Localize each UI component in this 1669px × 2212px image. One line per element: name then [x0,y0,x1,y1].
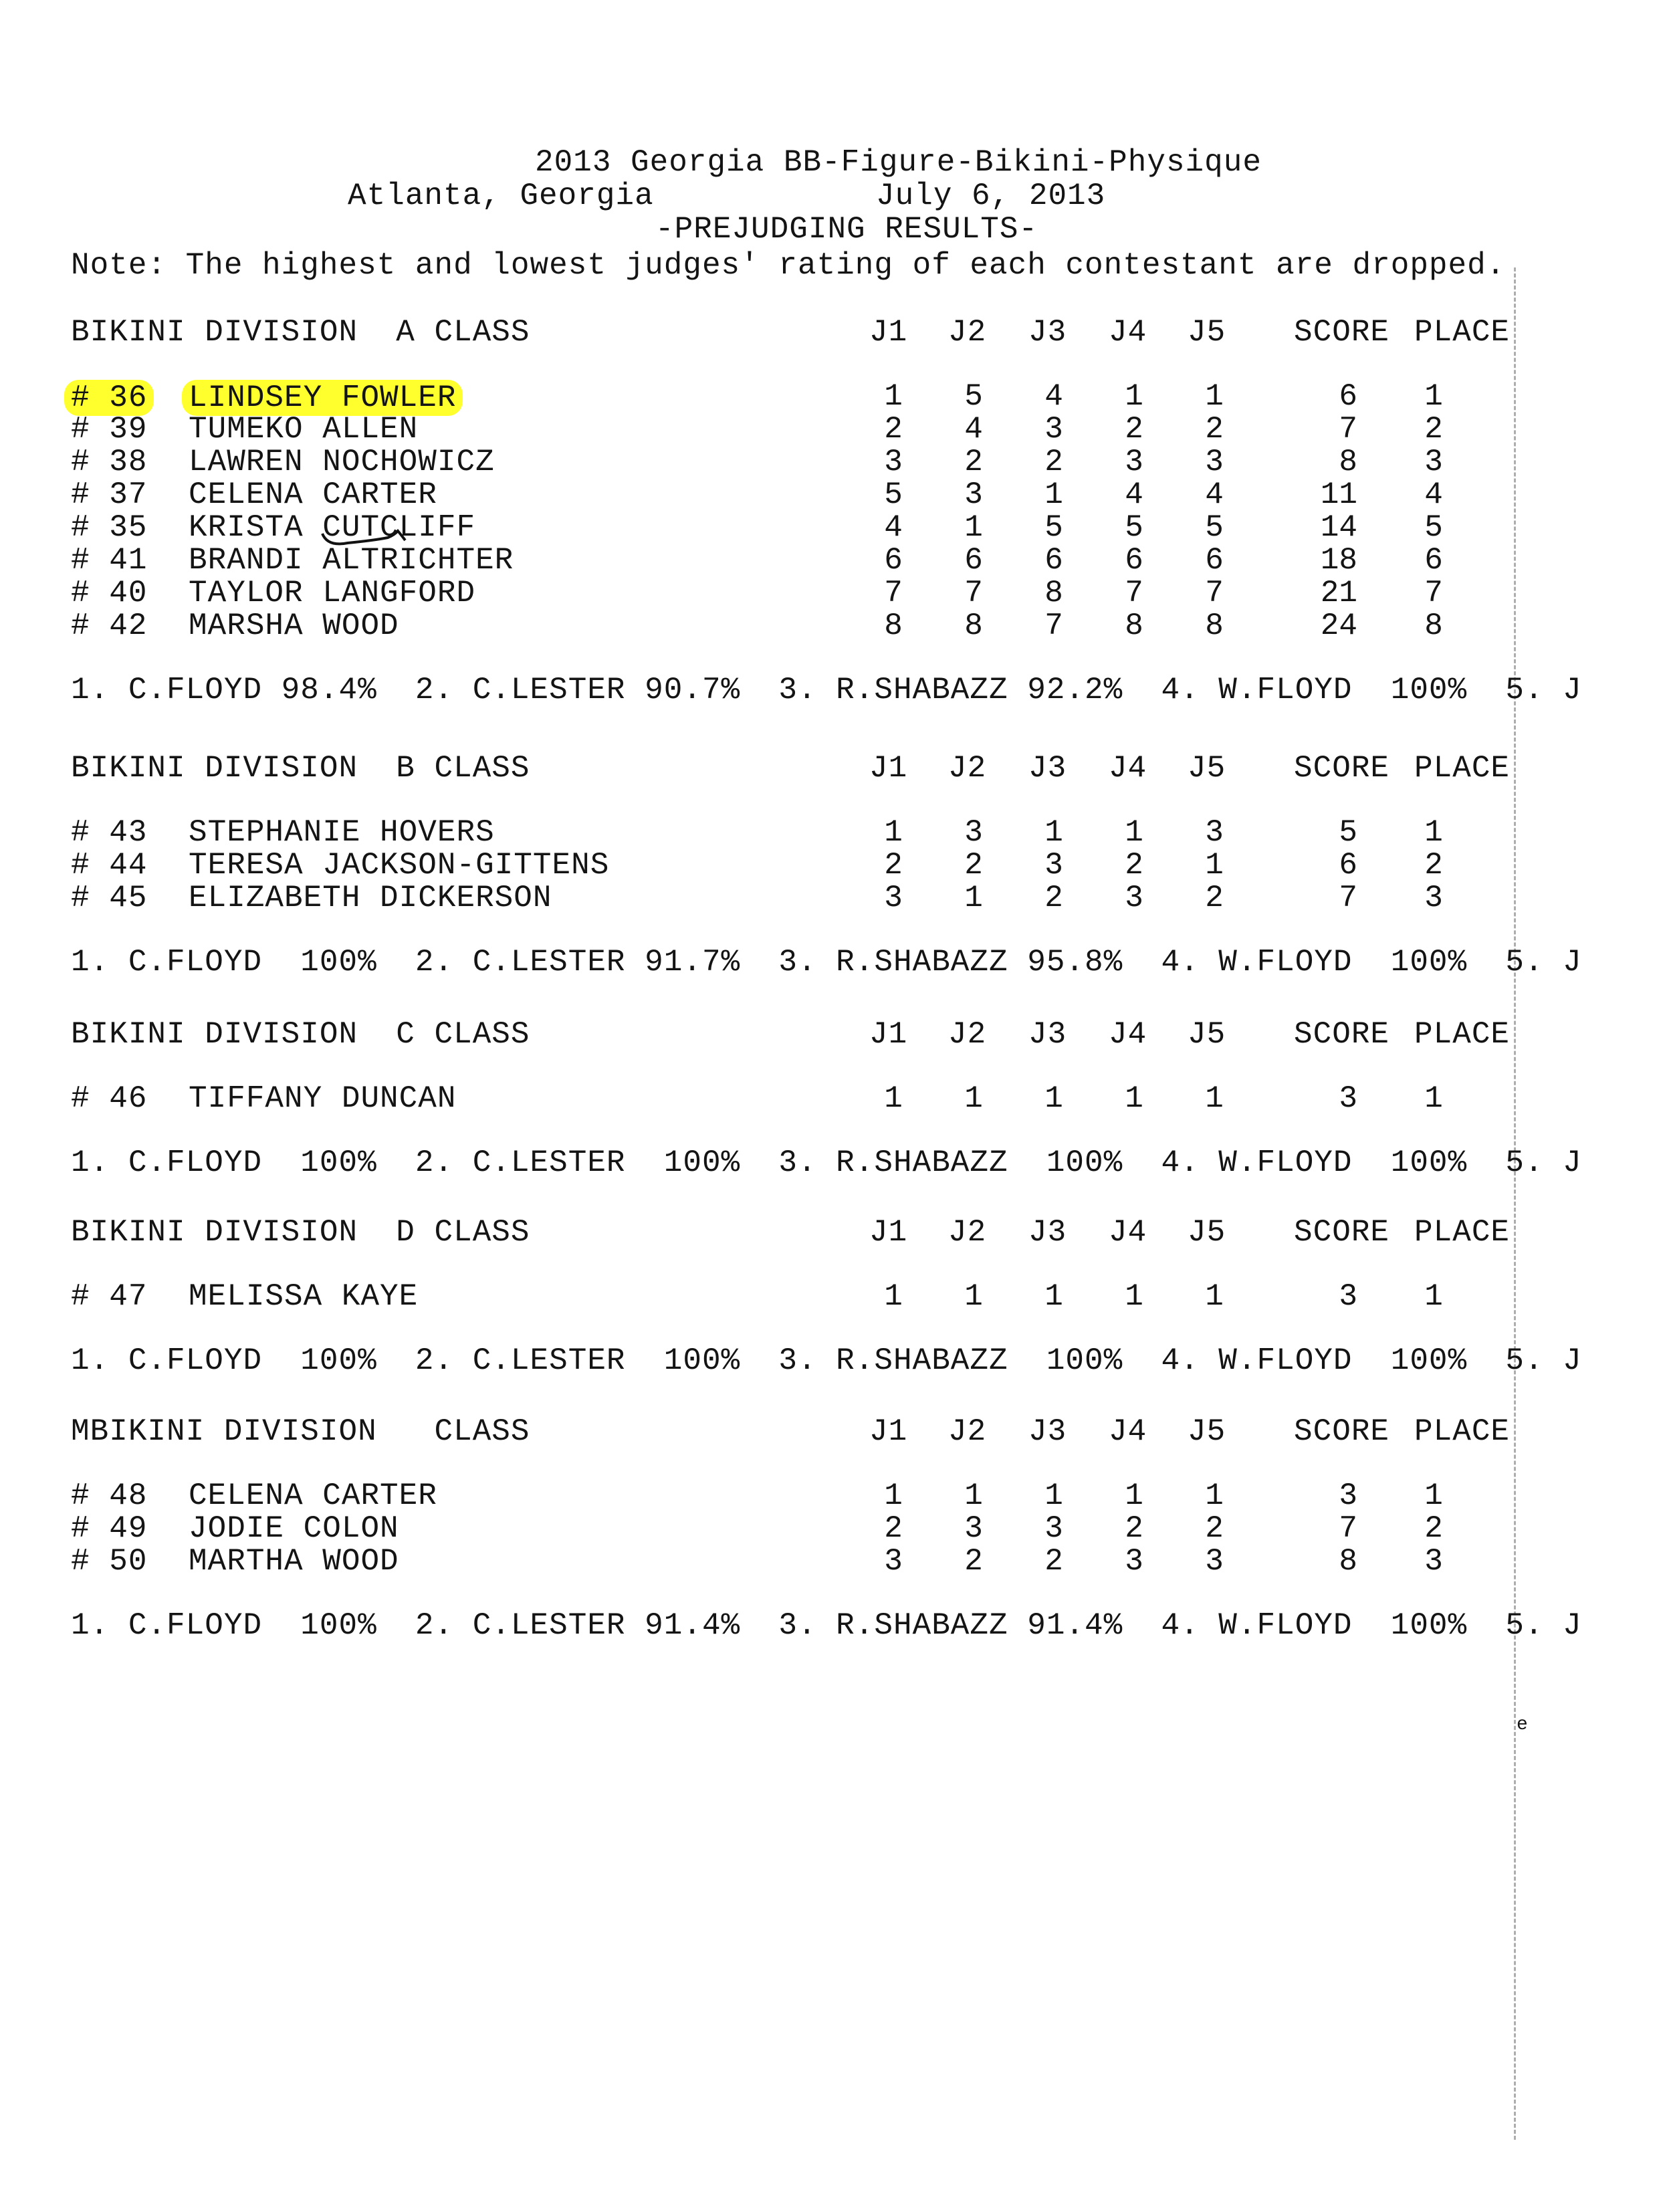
document-title: 2013 Georgia BB-Figure-Bikini-Physique [535,145,1262,180]
contestant-name: TAYLOR LANGFORD [189,576,476,611]
judges-agreement-line: 1. C.FLOYD 100% 2. C.LESTER 100% 3. R.SHABAZZ 100% 4. W.FLOYD 100% 5. J [71,1145,1582,1180]
judge-score-j5: 6 [1205,543,1224,578]
column-header-j5: J5 [1188,751,1226,786]
judge-score-j3: 1 [1044,1478,1063,1513]
column-header-j3: J3 [1028,1017,1067,1052]
column-header-j3: J3 [1028,1215,1067,1250]
judge-score-j3: 8 [1044,576,1063,611]
judge-score-j4: 1 [1125,379,1143,414]
judge-score-j5: 1 [1205,1279,1224,1314]
contestant-name: TIFFANY DUNCAN [189,1081,457,1116]
placing: 3 [1424,1544,1443,1579]
placing: 4 [1424,477,1443,512]
placing: 2 [1424,1511,1443,1546]
judges-agreement-line: 1. C.FLOYD 100% 2. C.LESTER 91.7% 3. R.SHABAZZ 95.8% 4. W.FLOYD 100% 5. J [71,945,1582,980]
division-title: BIKINI DIVISION B CLASS [71,751,530,786]
contestant-name: STEPHANIE HOVERS [189,815,495,850]
margin-scan-line [1514,267,1516,2140]
judge-score-j5: 2 [1205,412,1224,447]
total-score: 5 [1339,815,1357,850]
judge-score-j1: 4 [884,510,903,545]
judge-score-j1: 1 [884,1478,903,1513]
column-header-j5: J5 [1188,315,1226,350]
contestant-name: MELISSA KAYE [189,1279,419,1314]
contestant-number: # 44 [71,848,148,883]
judge-score-j2: 2 [964,848,983,883]
judge-score-j5: 3 [1205,815,1224,850]
contestant-number: # 39 [71,412,148,447]
column-header-j4: J4 [1109,1414,1147,1449]
judge-score-j2: 3 [964,815,983,850]
judge-score-j1: 2 [884,848,903,883]
contestant-name: LAWREN NOCHOWICZ [189,445,495,479]
judge-score-j4: 4 [1125,477,1143,512]
judge-score-j5: 2 [1205,881,1224,915]
judge-score-j4: 1 [1125,1478,1143,1513]
contestant-name: CELENA CARTER [189,477,437,512]
placing: 1 [1424,1478,1443,1513]
judge-score-j2: 8 [964,609,983,643]
judge-score-j3: 3 [1044,412,1063,447]
placing: 3 [1424,445,1443,479]
contestant-name: ELIZABETH DICKERSON [189,881,552,915]
judge-score-j1: 6 [884,543,903,578]
judge-score-j3: 1 [1044,1081,1063,1116]
judge-score-j3: 2 [1044,881,1063,915]
total-score: 24 [1320,609,1357,643]
total-score: 3 [1339,1279,1357,1314]
contestant-name: MARSHA WOOD [189,609,399,643]
judge-score-j3: 7 [1044,609,1063,643]
judge-score-j3: 1 [1044,815,1063,850]
judge-score-j2: 5 [964,379,983,414]
judge-score-j1: 1 [884,379,903,414]
column-header-j1: J1 [869,751,908,786]
contestant-number: # 41 [71,543,148,578]
total-score: 7 [1339,881,1357,915]
contestant-name: TUMEKO ALLEN [189,412,419,447]
column-header-place: PLACE [1414,1017,1511,1052]
judge-score-j5: 2 [1205,1511,1224,1546]
judge-score-j3: 4 [1044,379,1063,414]
contestant-number-highlighted: # 36 [64,380,154,416]
contestant-number: # 50 [71,1544,148,1579]
judge-score-j4: 1 [1125,1279,1143,1314]
judge-score-j4: 3 [1125,1544,1143,1579]
column-header-place: PLACE [1414,1215,1511,1250]
judge-score-j2: 6 [964,543,983,578]
placing: 1 [1424,1279,1443,1314]
judge-score-j2: 1 [964,1279,983,1314]
column-header-j2: J2 [948,315,987,350]
judge-score-j1: 3 [884,1544,903,1579]
judge-score-j1: 1 [884,1081,903,1116]
column-header-j4: J4 [1109,1215,1147,1250]
judge-score-j3: 2 [1044,1544,1063,1579]
column-header-j2: J2 [948,1215,987,1250]
judges-agreement-line: 1. C.FLOYD 98.4% 2. C.LESTER 90.7% 3. R.SHABAZZ 92.2% 4. W.FLOYD 100% 5. J [71,673,1582,707]
total-score: 3 [1339,1081,1357,1116]
division-title: MBIKINI DIVISION CLASS [71,1414,530,1449]
judge-score-j1: 3 [884,445,903,479]
total-score: 3 [1339,1478,1357,1513]
judge-score-j4: 3 [1125,445,1143,479]
event-location: Atlanta, Georgia [348,179,654,213]
contestant-name: BRANDI ALTRICHTER [189,543,514,578]
column-header-place: PLACE [1414,751,1511,786]
total-score: 6 [1339,848,1357,883]
column-header-j5: J5 [1188,1215,1226,1250]
judge-score-j4: 2 [1125,1511,1143,1546]
placing: 5 [1424,510,1443,545]
contestant-number: # 47 [71,1279,148,1314]
contestant-name: MARTHA WOOD [189,1544,399,1579]
judge-score-j2: 1 [964,510,983,545]
contestant-number: # 48 [71,1478,148,1513]
judge-score-j5: 7 [1205,576,1224,611]
contestant-number: # 45 [71,881,148,915]
contestant-number: # 43 [71,815,148,850]
document-subtitle: -PREJUDGING RESULTS- [655,212,1038,247]
judge-score-j4: 2 [1125,848,1143,883]
judge-score-j3: 6 [1044,543,1063,578]
contestant-name: TERESA JACKSON-GITTENS [189,848,610,883]
column-header-j2: J2 [948,1017,987,1052]
judge-score-j2: 2 [964,1544,983,1579]
total-score: 14 [1320,510,1357,545]
column-header-j1: J1 [869,1215,908,1250]
division-title: BIKINI DIVISION A CLASS [71,315,530,350]
contestant-number: # 37 [71,477,148,512]
judge-score-j4: 5 [1125,510,1143,545]
contestant-number: # 49 [71,1511,148,1546]
judge-score-j5: 3 [1205,1544,1224,1579]
judge-score-j4: 7 [1125,576,1143,611]
total-score: 7 [1339,1511,1357,1546]
judge-score-j5: 4 [1205,477,1224,512]
placing: 7 [1424,576,1443,611]
total-score: 18 [1320,543,1357,578]
contestant-number: # 35 [71,510,148,545]
column-header-j1: J1 [869,1017,908,1052]
judge-score-j1: 2 [884,1511,903,1546]
judge-score-j2: 4 [964,412,983,447]
column-header-j1: J1 [869,315,908,350]
column-header-j4: J4 [1109,1017,1147,1052]
judges-agreement-line: 1. C.FLOYD 100% 2. C.LESTER 91.4% 3. R.SHABAZZ 91.4% 4. W.FLOYD 100% 5. J [71,1608,1582,1643]
total-score: 7 [1339,412,1357,447]
judge-score-j3: 2 [1044,445,1063,479]
contestant-number: # 46 [71,1081,148,1116]
column-header-j3: J3 [1028,751,1067,786]
judge-score-j1: 5 [884,477,903,512]
judge-score-j4: 1 [1125,1081,1143,1116]
column-header-j3: J3 [1028,315,1067,350]
column-header-score: SCORE [1294,1414,1390,1449]
total-score: 21 [1320,576,1357,611]
contestant-name: CELENA CARTER [189,1478,437,1513]
column-header-j5: J5 [1188,1414,1226,1449]
judge-score-j3: 5 [1044,510,1063,545]
judge-score-j3: 3 [1044,1511,1063,1546]
judge-score-j2: 7 [964,576,983,611]
judge-score-j2: 1 [964,1081,983,1116]
judges-agreement-line: 1. C.FLOYD 100% 2. C.LESTER 100% 3. R.SHABAZZ 100% 4. W.FLOYD 100% 5. J [71,1343,1582,1378]
contestant-number: # 40 [71,576,148,611]
division-title: BIKINI DIVISION D CLASS [71,1215,530,1250]
judge-score-j1: 1 [884,815,903,850]
column-header-score: SCORE [1294,1215,1390,1250]
judge-score-j1: 7 [884,576,903,611]
contestant-number: # 38 [71,445,148,479]
total-score: 6 [1339,379,1357,414]
judge-score-j1: 1 [884,1279,903,1314]
placing: 2 [1424,412,1443,447]
judge-score-j3: 1 [1044,1279,1063,1314]
judge-score-j1: 8 [884,609,903,643]
judge-score-j4: 6 [1125,543,1143,578]
column-header-j3: J3 [1028,1414,1067,1449]
placing: 1 [1424,815,1443,850]
judge-score-j2: 3 [964,477,983,512]
judge-score-j4: 1 [1125,815,1143,850]
total-score: 11 [1320,477,1357,512]
contestant-name: JODIE COLON [189,1511,399,1546]
column-header-j2: J2 [948,1414,987,1449]
column-header-score: SCORE [1294,1017,1390,1052]
judge-score-j1: 2 [884,412,903,447]
column-header-j2: J2 [948,751,987,786]
placing: 1 [1424,1081,1443,1116]
judge-score-j3: 3 [1044,848,1063,883]
column-header-place: PLACE [1414,315,1511,350]
column-header-score: SCORE [1294,315,1390,350]
column-header-j5: J5 [1188,1017,1226,1052]
contestant-number: # 42 [71,609,148,643]
column-header-j4: J4 [1109,315,1147,350]
scoring-note: Note: The highest and lowest judges' rating of each contestant are dropped. [71,248,1506,283]
column-header-j1: J1 [869,1414,908,1449]
placing: 1 [1424,379,1443,414]
judge-score-j5: 1 [1205,1081,1224,1116]
column-header-score: SCORE [1294,751,1390,786]
judge-score-j5: 1 [1205,1478,1224,1513]
column-header-j4: J4 [1109,751,1147,786]
judge-score-j1: 3 [884,881,903,915]
judge-score-j2: 1 [964,881,983,915]
column-header-place: PLACE [1414,1414,1511,1449]
judge-score-j2: 3 [964,1511,983,1546]
judge-score-j5: 1 [1205,848,1224,883]
contestant-name-highlighted: LINDSEY FOWLER [182,380,463,416]
judge-score-j4: 3 [1125,881,1143,915]
judge-score-j5: 5 [1205,510,1224,545]
judge-score-j2: 1 [964,1478,983,1513]
event-date: July 6, 2013 [876,179,1106,213]
placing: 3 [1424,881,1443,915]
judge-score-j2: 2 [964,445,983,479]
placing: 2 [1424,848,1443,883]
judge-score-j5: 8 [1205,609,1224,643]
judge-score-j4: 8 [1125,609,1143,643]
judge-score-j5: 1 [1205,379,1224,414]
placing: 8 [1424,609,1443,643]
stray-mark: e [1517,1715,1529,1735]
total-score: 8 [1339,445,1357,479]
judge-score-j3: 1 [1044,477,1063,512]
judge-score-j5: 3 [1205,445,1224,479]
total-score: 8 [1339,1544,1357,1579]
placing: 6 [1424,543,1443,578]
judge-score-j4: 2 [1125,412,1143,447]
division-title: BIKINI DIVISION C CLASS [71,1017,530,1052]
contestant-name: KRISTA CUTCLIFF [189,510,476,545]
